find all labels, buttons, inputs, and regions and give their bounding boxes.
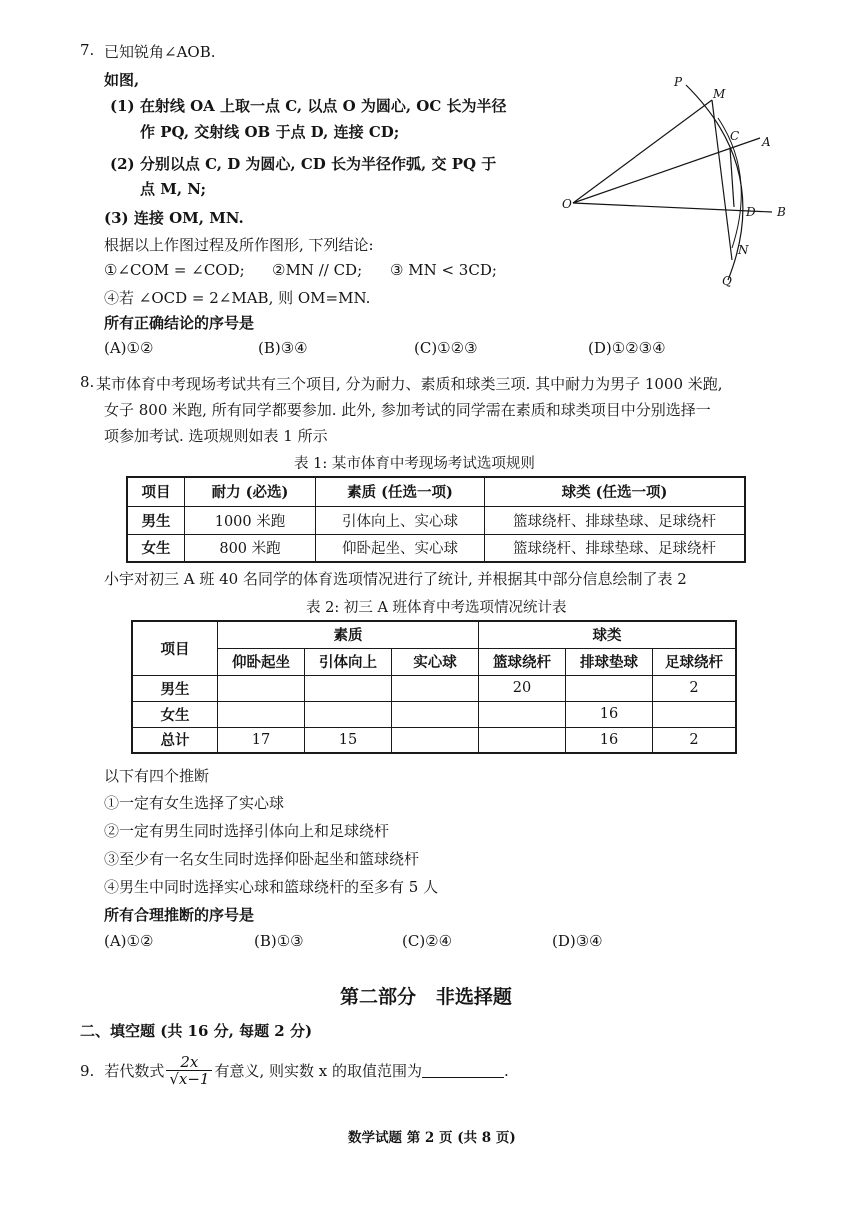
table2-cell bbox=[392, 701, 479, 727]
table2 bbox=[131, 620, 737, 754]
table2-cell bbox=[305, 675, 392, 701]
q8-inference-3: ③至少有一名女生同时选择仰卧起坐和篮球绕杆 bbox=[104, 850, 420, 868]
q8-number: 8. bbox=[80, 373, 95, 391]
table2-caption: 表 2: 初三 A 班体育中考选项情况统计表 bbox=[306, 600, 567, 616]
label-a: A bbox=[762, 135, 771, 149]
table1-caption: 表 1: 某市体育中考现场考试选项规则 bbox=[294, 456, 535, 472]
table2-subheader: 篮球绕杆 bbox=[479, 648, 566, 675]
table2-cell bbox=[566, 675, 653, 701]
q8-ask: 所有合理推断的序号是 bbox=[104, 906, 255, 924]
q9-fraction-denominator: √x−1 bbox=[169, 1070, 210, 1088]
table2-cell bbox=[653, 701, 737, 727]
label-d: D bbox=[746, 205, 756, 219]
q7-ask: 所有正确结论的序号是 bbox=[104, 314, 255, 332]
q7-step1-line1: (1) 在射线 OA 上取一点 C, 以点 O 为圆心, OC 长为半径 bbox=[110, 97, 507, 115]
q8-option-c: (C)②④ bbox=[402, 932, 453, 950]
table1-cell: 女生 bbox=[127, 534, 185, 562]
table2-cell bbox=[479, 701, 566, 727]
table1-cell: 引体向上、实心球 bbox=[316, 506, 485, 534]
table2-row bbox=[132, 701, 736, 727]
q9-fraction-numerator: 2x bbox=[166, 1054, 212, 1071]
table1-cell: 800 米跑 bbox=[185, 534, 316, 562]
table2-cell: 16 bbox=[566, 727, 653, 753]
table1-header-cell: 项目 bbox=[127, 477, 185, 506]
table2-row-label: 女生 bbox=[132, 701, 218, 727]
ray-ob bbox=[573, 203, 772, 212]
table1-cell: 1000 米跑 bbox=[185, 506, 316, 534]
table1-header-cell: 耐力 (必选) bbox=[185, 477, 316, 506]
q8-option-d: (D)③④ bbox=[552, 932, 603, 950]
q7-option-d: (D)①②③④ bbox=[588, 339, 666, 357]
label-n: N bbox=[738, 243, 749, 257]
table2-cell: 2 bbox=[653, 727, 737, 753]
q8-option-b: (B)①③ bbox=[254, 932, 304, 950]
q7-step2-line2: 点 M, N; bbox=[140, 180, 206, 198]
section-fill-in-heading: 二、填空题 (共 16 分, 每题 2 分) bbox=[80, 1022, 313, 1040]
q7-conclusion-4: ④若 ∠OCD = 2∠MAB, 则 OM=MN. bbox=[104, 289, 371, 307]
table2-subheader: 足球绕杆 bbox=[653, 648, 737, 675]
table2-cell: 2 bbox=[653, 675, 737, 701]
table2-row-label: 总计 bbox=[132, 727, 218, 753]
segment-om bbox=[573, 100, 712, 203]
label-q: Q bbox=[722, 274, 732, 288]
q7-step2-line1: (2) 分别以点 C, D 为圆心, CD 长为半径作弧, 交 PQ 于 bbox=[110, 155, 497, 173]
q9-pre: 若代数式 bbox=[104, 1062, 165, 1080]
part2-title: 第二部分 非选择题 bbox=[340, 986, 512, 1008]
q9-fraction bbox=[166, 1054, 212, 1087]
q7-option-a: (A)①② bbox=[104, 339, 154, 357]
q9 bbox=[80, 1054, 509, 1087]
q8-text-line2: 女子 800 米跑, 所有同学都要参加. 此外, 参加考试的同学需在素质和球类项目中分别选择一 bbox=[104, 401, 711, 419]
table2-row bbox=[132, 727, 736, 753]
table2-cell bbox=[479, 727, 566, 753]
q7-lead: 根据以上作图过程及所作图形, 下列结论: bbox=[104, 236, 374, 254]
table2-subheader: 仰卧起坐 bbox=[218, 648, 305, 675]
q7-stem: 已知锐角∠AOB. bbox=[104, 43, 216, 61]
label-c: C bbox=[730, 129, 740, 143]
table2-cell bbox=[392, 675, 479, 701]
label-p: P bbox=[674, 75, 683, 89]
table2-group-ball: 球类 bbox=[479, 621, 737, 648]
q7-conclusion-2: ②MN // CD; bbox=[272, 261, 363, 279]
table2-cell bbox=[392, 727, 479, 753]
table2-cell bbox=[218, 701, 305, 727]
table2-cell: 16 bbox=[566, 701, 653, 727]
table2-cell bbox=[305, 701, 392, 727]
q8-inference-lead: 以下有四个推断 bbox=[104, 767, 210, 785]
table1-header-cell: 素质 (任选一项) bbox=[316, 477, 485, 506]
table2-row bbox=[132, 675, 736, 701]
q7-geometry-figure bbox=[560, 70, 800, 295]
table2-cell: 15 bbox=[305, 727, 392, 753]
q7-number: 7. bbox=[80, 41, 95, 59]
table2-row-label: 男生 bbox=[132, 675, 218, 701]
q7-option-c: (C)①②③ bbox=[414, 339, 478, 357]
table2-cell bbox=[218, 675, 305, 701]
q9-number: 9. bbox=[80, 1061, 95, 1080]
q7-step1-line2: 作 PQ, 交射线 OB 于点 D, 连接 CD; bbox=[140, 123, 400, 141]
table2-cell: 17 bbox=[218, 727, 305, 753]
q8-mid-text: 小宇对初三 A 班 40 名同学的体育选项情况进行了统计, 并根据其中部分信息绘制了表 2 bbox=[104, 570, 687, 588]
label-m: M bbox=[713, 87, 726, 101]
q7-step3: (3) 连接 OM, MN. bbox=[104, 209, 244, 227]
q8-option-a: (A)①② bbox=[104, 932, 154, 950]
table2-subheader: 引体向上 bbox=[305, 648, 392, 675]
q7-conclusion-1: ①∠COM = ∠COD; bbox=[104, 261, 245, 279]
q8-inference-2: ②一定有男生同时选择引体向上和足球绕杆 bbox=[104, 822, 390, 840]
q7-intro: 如图, bbox=[104, 71, 140, 89]
table1-cell: 篮球绕杆、排球垫球、足球绕杆 bbox=[485, 506, 746, 534]
table2-subheader: 实心球 bbox=[392, 648, 479, 675]
table1-cell: 篮球绕杆、排球垫球、足球绕杆 bbox=[485, 534, 746, 562]
q9-end: . bbox=[504, 1061, 509, 1080]
table1 bbox=[126, 476, 746, 563]
table1-cell: 仰卧起坐、实心球 bbox=[316, 534, 485, 562]
table1-cell: 男生 bbox=[127, 506, 185, 534]
q8-text-line1: 某市体育中考现场考试共有三个项目, 分为耐力、素质和球类三项. 其中耐力为男子 1000 米跑, bbox=[96, 375, 723, 393]
page-footer: 数学试题 第 2 页 (共 8 页) bbox=[348, 1130, 516, 1146]
table2-cell: 20 bbox=[479, 675, 566, 701]
q8-inference-1: ①一定有女生选择了实心球 bbox=[104, 794, 285, 812]
table1-row bbox=[127, 534, 745, 562]
table1-header-cell: 球类 (任选一项) bbox=[485, 477, 746, 506]
q9-post: 有意义, 则实数 x 的取值范围为 bbox=[214, 1062, 423, 1080]
label-b: B bbox=[777, 205, 786, 219]
q7-option-b: (B)③④ bbox=[258, 339, 308, 357]
arc-pq bbox=[686, 85, 743, 280]
q8-inference-4: ④男生中同时选择实心球和篮球绕杆的至多有 5 人 bbox=[104, 878, 439, 896]
label-o: O bbox=[562, 197, 572, 211]
table1-row bbox=[127, 506, 745, 534]
table2-group-fitness: 素质 bbox=[218, 621, 479, 648]
table2-subheader: 排球垫球 bbox=[566, 648, 653, 675]
q8-text-line3: 项参加考试. 选项规则如表 1 所示 bbox=[104, 427, 328, 445]
table2-corner: 项目 bbox=[132, 621, 218, 675]
q9-answer-blank[interactable] bbox=[422, 1063, 504, 1078]
q7-conclusion-3: ③ MN < 3CD; bbox=[390, 261, 497, 279]
